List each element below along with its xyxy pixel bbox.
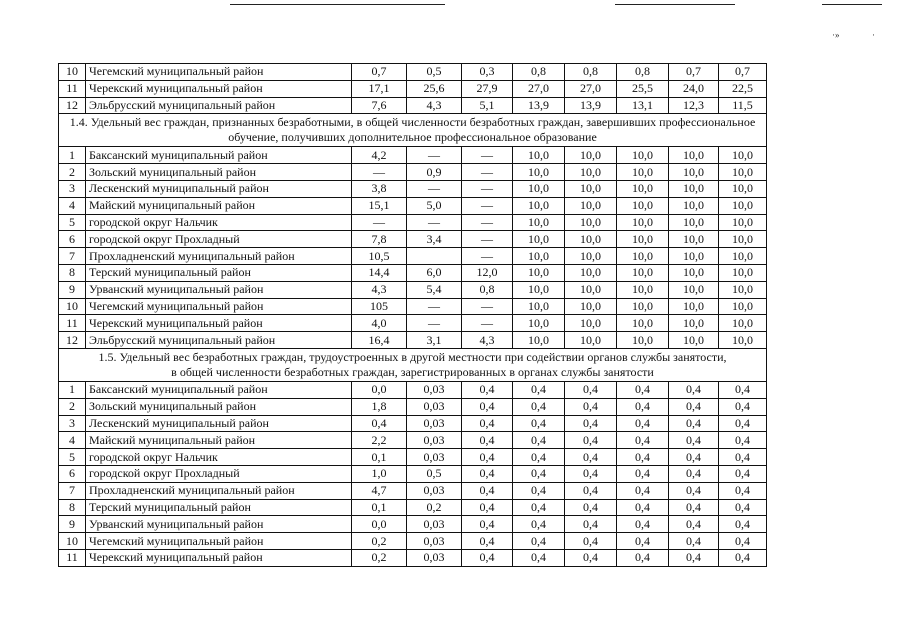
value-cell: 10,0: [669, 281, 719, 298]
row-number: 10: [59, 64, 86, 81]
value-cell: 10,0: [513, 214, 565, 231]
value-cell: 0,4: [462, 499, 513, 516]
value-cell: 5,4: [407, 281, 462, 298]
value-cell: —: [462, 315, 513, 332]
value-cell: 10,0: [719, 248, 767, 265]
district-name: Эльбрусский муниципальный район: [86, 97, 352, 114]
value-cell: —: [407, 147, 462, 164]
value-cell: 0,0: [352, 516, 407, 533]
value-cell: 0,1: [352, 499, 407, 516]
value-cell: 0,4: [565, 432, 617, 449]
value-cell: 10,0: [719, 197, 767, 214]
table-row: [59, 180, 767, 197]
value-cell: 4,3: [407, 97, 462, 114]
value-cell: 10,0: [617, 197, 669, 214]
value-cell: 7,6: [352, 97, 407, 114]
value-cell: 25,5: [617, 80, 669, 97]
value-cell: 0,4: [462, 398, 513, 415]
value-cell: 0,4: [565, 449, 617, 466]
value-cell: 0,8: [617, 64, 669, 81]
value-cell: 0,4: [669, 432, 719, 449]
value-cell: 1,0: [352, 465, 407, 482]
value-cell: —: [462, 180, 513, 197]
value-cell: —: [407, 214, 462, 231]
value-cell: 0,4: [565, 398, 617, 415]
value-cell: 13,9: [513, 97, 565, 114]
value-cell: 0,4: [513, 482, 565, 499]
value-cell: 0,2: [352, 549, 407, 566]
top-rule-mid: [615, 4, 735, 5]
value-cell: 3,1: [407, 332, 462, 349]
table-row: [59, 80, 767, 97]
value-cell: 10,0: [513, 197, 565, 214]
value-cell: 24,0: [669, 80, 719, 97]
value-cell: 10,0: [513, 180, 565, 197]
value-cell: 0,4: [617, 533, 669, 550]
value-cell: 10,0: [513, 147, 565, 164]
value-cell: 0,03: [407, 415, 462, 432]
value-cell: 10,0: [719, 180, 767, 197]
value-cell: 0,4: [669, 533, 719, 550]
value-cell: 10,0: [565, 197, 617, 214]
table-row: [59, 415, 767, 432]
value-cell: 0,2: [352, 533, 407, 550]
value-cell: 0,4: [513, 499, 565, 516]
value-cell: 10,0: [719, 214, 767, 231]
table-row: [59, 533, 767, 550]
value-cell: 10,0: [513, 315, 565, 332]
value-cell: 0,4: [352, 415, 407, 432]
value-cell: 4,2: [352, 147, 407, 164]
value-cell: 0,03: [407, 398, 462, 415]
value-cell: 0,8: [565, 64, 617, 81]
row-number: 9: [59, 281, 86, 298]
value-cell: 10,0: [669, 248, 719, 265]
value-cell: 10,5: [352, 248, 407, 265]
row-number: 3: [59, 180, 86, 197]
value-cell: 22,5: [719, 80, 767, 97]
table-row: [59, 465, 767, 482]
value-cell: 0,4: [719, 398, 767, 415]
value-cell: 4,3: [352, 281, 407, 298]
value-cell: 10,0: [565, 315, 617, 332]
value-cell: 0,7: [669, 64, 719, 81]
value-cell: 10,0: [565, 332, 617, 349]
value-cell: 10,0: [617, 332, 669, 349]
value-cell: 4,7: [352, 482, 407, 499]
district-name: городской округ Нальчик: [86, 449, 352, 466]
section-title-line: в общей численности безработных граждан, зарегистрированных в органах службы занятости: [171, 364, 654, 379]
district-name: Черекский муниципальный район: [86, 315, 352, 332]
value-cell: 0,4: [462, 516, 513, 533]
table-row: [59, 549, 767, 566]
value-cell: 4,0: [352, 315, 407, 332]
value-cell: 10,0: [513, 231, 565, 248]
section-header-row: [59, 348, 767, 381]
value-cell: 10,0: [669, 147, 719, 164]
value-cell: 0,4: [462, 549, 513, 566]
value-cell: 10,0: [669, 315, 719, 332]
district-name: Урванский муниципальный район: [86, 281, 352, 298]
value-cell: 10,0: [617, 248, 669, 265]
value-cell: 0,4: [565, 415, 617, 432]
district-name: Чегемский муниципальный район: [86, 64, 352, 81]
value-cell: 0,4: [617, 415, 669, 432]
value-cell: 7,8: [352, 231, 407, 248]
value-cell: 0,4: [513, 449, 565, 466]
value-cell: 0,4: [513, 533, 565, 550]
value-cell: 16,4: [352, 332, 407, 349]
value-cell: 10,0: [669, 164, 719, 181]
value-cell: 10,0: [565, 231, 617, 248]
value-cell: 0,4: [513, 381, 565, 398]
section-title-line: 1.4. Удельный вес граждан, признанных безработными, в общей численности безработных граждан, завершивших профессиональное обучение, получивших дополнительное профессиональное образование: [69, 115, 756, 145]
value-cell: 0,4: [617, 465, 669, 482]
value-cell: 10,0: [719, 147, 767, 164]
row-number: 11: [59, 549, 86, 566]
value-cell: 0,4: [617, 432, 669, 449]
value-cell: 0,4: [513, 432, 565, 449]
row-number: 12: [59, 332, 86, 349]
value-cell: 0,4: [669, 482, 719, 499]
value-cell: 0,4: [669, 398, 719, 415]
value-cell: 0,03: [407, 449, 462, 466]
row-number: 12: [59, 97, 86, 114]
table-row: [59, 332, 767, 349]
value-cell: 10,0: [513, 281, 565, 298]
row-number: 2: [59, 164, 86, 181]
value-cell: —: [462, 214, 513, 231]
value-cell: 0,4: [617, 549, 669, 566]
value-cell: 0,4: [669, 516, 719, 533]
value-cell: 0,03: [407, 533, 462, 550]
value-cell: 0,4: [669, 465, 719, 482]
row-number: 6: [59, 465, 86, 482]
value-cell: 0,4: [565, 516, 617, 533]
value-cell: —: [352, 214, 407, 231]
value-cell: 0,8: [462, 281, 513, 298]
value-cell: 10,0: [513, 332, 565, 349]
value-cell: 11,5: [719, 97, 767, 114]
value-cell: 0,4: [565, 482, 617, 499]
row-number: 2: [59, 398, 86, 415]
value-cell: 1,8: [352, 398, 407, 415]
value-cell: 0,03: [407, 516, 462, 533]
value-cell: 25,6: [407, 80, 462, 97]
value-cell: —: [462, 248, 513, 265]
value-cell: 0,4: [462, 533, 513, 550]
value-cell: 0,4: [565, 533, 617, 550]
value-cell: —: [462, 164, 513, 181]
value-cell: 10,0: [719, 264, 767, 281]
value-cell: 0,4: [462, 449, 513, 466]
value-cell: 0,4: [669, 415, 719, 432]
table-row: [59, 381, 767, 398]
value-cell: —: [462, 197, 513, 214]
value-cell: 0,03: [407, 482, 462, 499]
row-number: 6: [59, 231, 86, 248]
row-number: 10: [59, 298, 86, 315]
district-name: Чегемский муниципальный район: [86, 533, 352, 550]
indicators-table: [58, 63, 767, 567]
value-cell: 14,4: [352, 264, 407, 281]
value-cell: 0,9: [407, 164, 462, 181]
row-number: 8: [59, 264, 86, 281]
district-name: Урванский муниципальный район: [86, 516, 352, 533]
table-row: [59, 516, 767, 533]
district-name: Лескенский муниципальный район: [86, 415, 352, 432]
value-cell: 0,4: [669, 381, 719, 398]
value-cell: 10,0: [565, 147, 617, 164]
district-name: Черекский муниципальный район: [86, 80, 352, 97]
value-cell: 13,1: [617, 97, 669, 114]
value-cell: 10,0: [513, 164, 565, 181]
value-cell: 10,0: [669, 231, 719, 248]
district-name: городской округ Нальчик: [86, 214, 352, 231]
table-row: [59, 449, 767, 466]
row-number: 4: [59, 432, 86, 449]
value-cell: 0,0: [352, 381, 407, 398]
row-number: 9: [59, 516, 86, 533]
row-number: 1: [59, 381, 86, 398]
value-cell: 0,4: [719, 415, 767, 432]
value-cell: 0,03: [407, 381, 462, 398]
district-name: Чегемский муниципальный район: [86, 298, 352, 315]
value-cell: 0,4: [617, 499, 669, 516]
value-cell: 10,0: [669, 264, 719, 281]
row-number: 1: [59, 147, 86, 164]
value-cell: 10,0: [719, 315, 767, 332]
value-cell: 0,4: [617, 398, 669, 415]
value-cell: 0,4: [719, 482, 767, 499]
value-cell: 10,0: [617, 264, 669, 281]
value-cell: 10,0: [565, 264, 617, 281]
value-cell: 10,0: [719, 332, 767, 349]
value-cell: 10,0: [565, 164, 617, 181]
value-cell: 5,0: [407, 197, 462, 214]
district-name: Черекский муниципальный район: [86, 549, 352, 566]
value-cell: 0,3: [462, 64, 513, 81]
row-number: 7: [59, 482, 86, 499]
value-cell: 27,9: [462, 80, 513, 97]
table-row: [59, 197, 767, 214]
row-number: 4: [59, 197, 86, 214]
value-cell: 10,0: [719, 281, 767, 298]
district-name: Майский муниципальный район: [86, 197, 352, 214]
value-cell: 0,5: [407, 64, 462, 81]
value-cell: 17,1: [352, 80, 407, 97]
value-cell: 0,4: [462, 432, 513, 449]
value-cell: 0,4: [669, 449, 719, 466]
value-cell: 10,0: [617, 214, 669, 231]
value-cell: 10,0: [617, 298, 669, 315]
row-number: 7: [59, 248, 86, 265]
value-cell: [407, 248, 462, 265]
value-cell: 0,4: [462, 465, 513, 482]
table-row: [59, 432, 767, 449]
value-cell: 10,0: [617, 180, 669, 197]
table-row: [59, 214, 767, 231]
value-cell: 10,0: [617, 281, 669, 298]
scan-mark: ·»: [832, 30, 840, 40]
value-cell: 0,1: [352, 449, 407, 466]
value-cell: 10,0: [565, 248, 617, 265]
value-cell: 3,8: [352, 180, 407, 197]
district-name: Прохладненский муниципальный район: [86, 482, 352, 499]
value-cell: 0,7: [719, 64, 767, 81]
value-cell: 0,4: [513, 549, 565, 566]
table-row: [59, 315, 767, 332]
value-cell: 0,03: [407, 549, 462, 566]
section-header-row: [59, 114, 767, 147]
value-cell: 0,4: [462, 381, 513, 398]
district-name: Терский муниципальный район: [86, 264, 352, 281]
value-cell: 10,0: [669, 332, 719, 349]
table-row: [59, 147, 767, 164]
table-row: [59, 298, 767, 315]
row-number: 10: [59, 533, 86, 550]
value-cell: 27,0: [513, 80, 565, 97]
value-cell: —: [462, 147, 513, 164]
value-cell: 0,4: [565, 381, 617, 398]
value-cell: 10,0: [669, 180, 719, 197]
value-cell: 0,4: [462, 415, 513, 432]
value-cell: 10,0: [617, 147, 669, 164]
district-name: Майский муниципальный район: [86, 432, 352, 449]
value-cell: 0,4: [719, 533, 767, 550]
district-name: Терский муниципальный район: [86, 499, 352, 516]
section-title: [59, 348, 767, 381]
top-rule-left: [230, 4, 445, 5]
value-cell: 13,9: [565, 97, 617, 114]
row-number: 3: [59, 415, 86, 432]
value-cell: 0,4: [719, 465, 767, 482]
district-name: Баксанский муниципальный район: [86, 147, 352, 164]
value-cell: 10,0: [513, 264, 565, 281]
district-name: городской округ Прохладный: [86, 231, 352, 248]
table-row: [59, 248, 767, 265]
value-cell: 0,03: [407, 432, 462, 449]
value-cell: 0,4: [617, 482, 669, 499]
table-row: [59, 499, 767, 516]
value-cell: —: [462, 231, 513, 248]
value-cell: 4,3: [462, 332, 513, 349]
value-cell: 0,4: [513, 516, 565, 533]
value-cell: 10,0: [513, 298, 565, 315]
row-number: 8: [59, 499, 86, 516]
value-cell: 0,4: [513, 465, 565, 482]
table-row: [59, 64, 767, 81]
table-row: [59, 164, 767, 181]
row-number: 5: [59, 214, 86, 231]
district-name: Лескенский муниципальный район: [86, 180, 352, 197]
value-cell: 10,0: [669, 214, 719, 231]
district-name: городской округ Прохладный: [86, 465, 352, 482]
value-cell: 0,4: [669, 499, 719, 516]
value-cell: 0,4: [719, 549, 767, 566]
value-cell: 0,5: [407, 465, 462, 482]
value-cell: 0,4: [462, 482, 513, 499]
value-cell: 10,0: [719, 298, 767, 315]
top-rule-right: [822, 4, 882, 5]
value-cell: 3,4: [407, 231, 462, 248]
value-cell: 10,0: [565, 281, 617, 298]
value-cell: 0,4: [719, 516, 767, 533]
value-cell: 10,0: [719, 231, 767, 248]
scan-mark-2: ·: [872, 30, 875, 40]
value-cell: 12,3: [669, 97, 719, 114]
district-name: Зольский муниципальный район: [86, 398, 352, 415]
value-cell: 12,0: [462, 264, 513, 281]
value-cell: 0,7: [352, 64, 407, 81]
value-cell: 0,4: [565, 549, 617, 566]
value-cell: 0,4: [719, 381, 767, 398]
value-cell: —: [352, 164, 407, 181]
value-cell: 0,4: [513, 415, 565, 432]
value-cell: 10,0: [617, 315, 669, 332]
value-cell: 10,0: [565, 214, 617, 231]
district-name: Зольский муниципальный район: [86, 164, 352, 181]
value-cell: 27,0: [565, 80, 617, 97]
value-cell: 10,0: [617, 164, 669, 181]
value-cell: 10,0: [565, 298, 617, 315]
value-cell: 10,0: [513, 248, 565, 265]
value-cell: 0,4: [617, 449, 669, 466]
value-cell: 2,2: [352, 432, 407, 449]
value-cell: —: [462, 298, 513, 315]
value-cell: 0,4: [617, 381, 669, 398]
value-cell: 0,4: [617, 516, 669, 533]
value-cell: 0,8: [513, 64, 565, 81]
value-cell: 0,4: [719, 499, 767, 516]
value-cell: 5,1: [462, 97, 513, 114]
value-cell: 0,4: [669, 549, 719, 566]
row-number: 11: [59, 315, 86, 332]
value-cell: 0,4: [513, 398, 565, 415]
value-cell: —: [407, 315, 462, 332]
table-row: [59, 97, 767, 114]
value-cell: 10,0: [565, 180, 617, 197]
value-cell: 10,0: [617, 231, 669, 248]
value-cell: 10,0: [669, 197, 719, 214]
row-number: 5: [59, 449, 86, 466]
value-cell: 0,2: [407, 499, 462, 516]
section-title: [59, 114, 767, 147]
value-cell: 10,0: [719, 164, 767, 181]
district-name: Прохладненский муниципальный район: [86, 248, 352, 265]
table-row: [59, 482, 767, 499]
value-cell: 0,4: [719, 449, 767, 466]
table-row: [59, 231, 767, 248]
section-title-line: 1.5. Удельный вес безработных граждан, трудоустроенных в другой местности при содействии органов службы занятости,: [98, 349, 727, 364]
value-cell: 0,4: [719, 432, 767, 449]
value-cell: 0,4: [565, 465, 617, 482]
value-cell: —: [407, 180, 462, 197]
table-row: [59, 264, 767, 281]
value-cell: 15,1: [352, 197, 407, 214]
value-cell: 10,0: [669, 298, 719, 315]
value-cell: —: [407, 298, 462, 315]
table-row: [59, 398, 767, 415]
value-cell: 0,4: [565, 499, 617, 516]
row-number: 11: [59, 80, 86, 97]
district-name: Эльбрусский муниципальный район: [86, 332, 352, 349]
district-name: Баксанский муниципальный район: [86, 381, 352, 398]
value-cell: 105: [352, 298, 407, 315]
table-row: [59, 281, 767, 298]
value-cell: 6,0: [407, 264, 462, 281]
